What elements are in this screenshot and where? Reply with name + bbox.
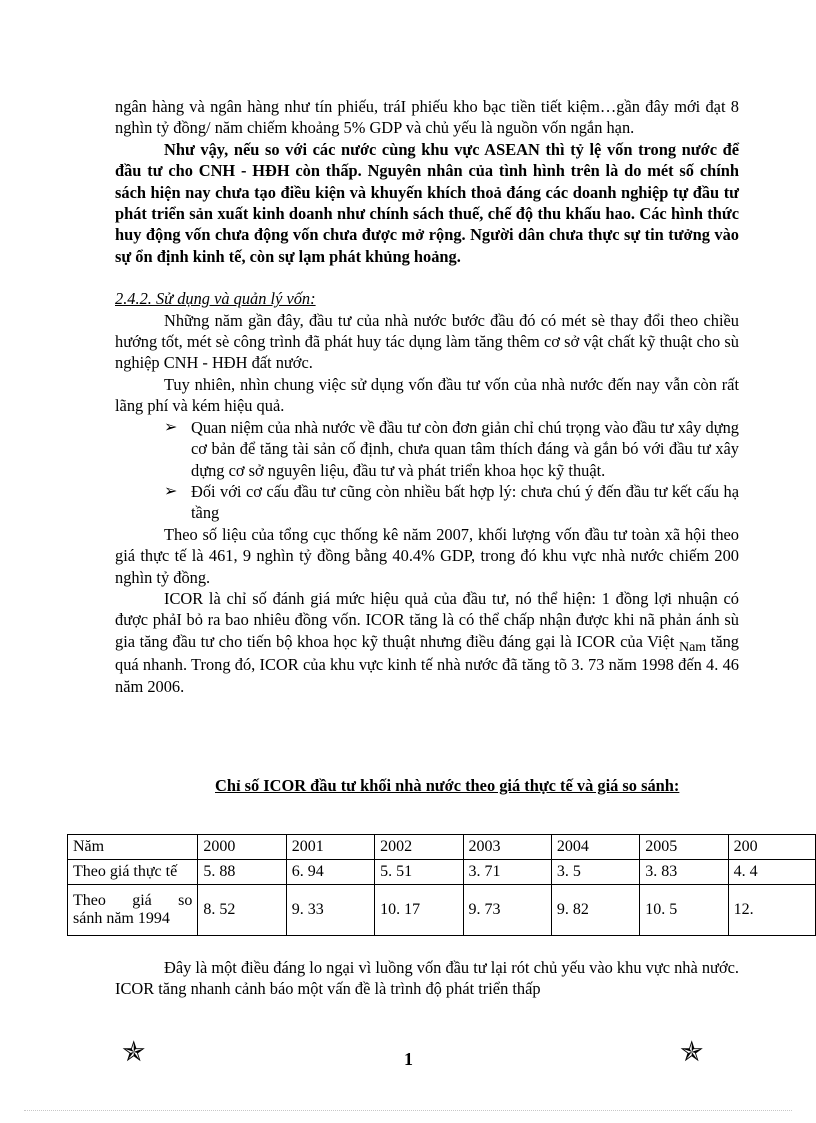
- table-cell: 3. 83: [640, 860, 728, 885]
- paragraph-7: Đây là một điều đáng lo ngại vì luồng vốn đầu tư lại rót chủ yếu vào khu vực nhà nước. ICOR tăng nhanh cảnh báo một vấn đề là trình độ phát triển thấp: [115, 958, 739, 999]
- paragraph-6-part-a: ICOR là chỉ số đánh giá mức hiệu quả của đầu tư, nó thể hiện: 1 đồng lợi nhuận có được phảI bỏ ra bao nhiêu đồng vốn. ICOR tăng là có thể chấp nhận được khi nã phản ánh sù gia tăng đầu tư cho tiến bộ khoa học kỹ thuật nhưng điều đáng gại là ICOR của Việt: [115, 588, 739, 651]
- table-cell: 9. 73: [463, 885, 551, 936]
- row-label-line-2: sánh năm 1994: [73, 910, 170, 927]
- table-cell: 200: [728, 835, 815, 860]
- bullet-item-1-text: Quan niệm của nhà nước về đầu tư còn đơn giản chỉ chú trọng vào đầu tư xây dựng cơ bản để tăng tài sản cố định, chưa quan tâm thích đáng và gắn bó với đầu tư xây dựng cơ sở nguyên liệu, đầu tư và phát triển khoa học kỹ thuật.: [191, 417, 739, 480]
- bullet-item-1: [115, 417, 739, 481]
- table-cell: 10. 5: [640, 885, 728, 936]
- icor-table: [67, 834, 816, 936]
- page-number: 1: [404, 1049, 413, 1069]
- table-cell: 2004: [551, 835, 639, 860]
- table-title: Chỉ số ICOR đầu tư khối nhà nước theo giá thực tế và giá so sánh:: [215, 776, 680, 795]
- table-cell: 12.: [728, 885, 815, 936]
- paragraph-2-bold: Như vậy, nếu so với các nước cùng khu vực ASEAN thì tỷ lệ vốn trong nước để đầu tư cho CNH - HĐH còn thấp. Nguyên nhân của tình hình trên là do mét số chính sách hiện nay chưa tạo điều kiện và khuyến khích thoả đáng các doanh nghiệp tự đầu tư phát triển sản xuất kinh doanh như chính sách thuế, chế độ thu khấu hao. Các hình thức huy động vốn chưa động vốn chưa được mở rộng. Người dân chưa thực sự tin tưởng vào sự ổn định kinh tế, còn sự lạm phát khủng hoảng.: [115, 139, 739, 266]
- blank-line: [115, 267, 739, 288]
- paragraph-3: Những năm gần đây, đầu tư của nhà nước bước đầu đó có mét sè thay đổi theo chiều hướng tốt, mét sè công trình đã phát huy tác dụng làm tăng thêm cơ sở vật chất kỹ thuật cho sù nghiệp CNH - HĐH đất nước.: [115, 310, 739, 373]
- table-cell: 2002: [375, 835, 463, 860]
- bullet-item-2: [115, 481, 739, 524]
- table-cell: 8. 52: [198, 885, 286, 936]
- paragraph-6-subscript: Nam: [678, 639, 707, 655]
- body-text-bottom: [115, 957, 739, 1000]
- paragraph-5: Theo số liệu của tổng cục thống kê năm 2007, khối lượng vốn đầu tư toàn xã hội theo giá thực tế là 461, 9 nghìn tỷ đồng bằng 40.4% GDP, trong đó khu vực nhà nước chiếm 200 nghìn tỷ đồng.: [115, 524, 739, 587]
- table-cell: 9. 82: [551, 885, 639, 936]
- table-cell: 2000: [198, 835, 286, 860]
- arrow-bullet-icon: ➢: [164, 482, 178, 500]
- table-cell: 2003: [463, 835, 551, 860]
- body-text-top: [115, 96, 739, 697]
- table-row: [68, 885, 816, 936]
- bullet-item-2-text: Đối với cơ cấu đầu tư cũng còn nhiều bất hợp lý: chưa chú ý đến đầu tư kết cấu hạ tầng: [191, 481, 739, 523]
- table-cell: 4. 4: [728, 860, 815, 885]
- table-cell: 2005: [640, 835, 728, 860]
- arrow-bullet-icon: ➢: [164, 418, 178, 436]
- table-cell: 9. 33: [286, 885, 374, 936]
- table-cell: 3. 71: [463, 860, 551, 885]
- table-cell: 6. 94: [286, 860, 374, 885]
- page-bottom-divider: [24, 1110, 792, 1111]
- star-ornament-icon: ✯: [680, 1037, 704, 1068]
- table-cell: 5. 51: [375, 860, 463, 885]
- star-ornament-icon: ✯: [122, 1037, 146, 1068]
- table-row: [68, 835, 816, 860]
- row-label-line-1: Theo giá so: [73, 892, 193, 909]
- table-row: [68, 860, 816, 885]
- table-cell: 10. 17: [375, 885, 463, 936]
- paragraph-1: ngân hàng và ngân hàng như tín phiếu, tráI phiếu kho bạc tiền tiết kiệm…gần đây mới đạt 8 nghìn tỷ đồng/ năm chiếm khoảng 5% GDP và chủ yếu là nguồn vốn ngắn hạn.: [115, 97, 739, 138]
- section-heading: 2.4.2. Sử dụng và quản lý vốn:: [115, 289, 316, 309]
- table-row-label: Theo giá thực tế: [68, 860, 198, 885]
- paragraph-4: Tuy nhiên, nhìn chung việc sử dụng vốn đầu tư vốn của nhà nước đến nay vẫn còn rất lãng phí và kém hiệu quả.: [115, 374, 739, 416]
- table-cell: 3. 5: [551, 860, 639, 885]
- table-cell: 5. 88: [198, 860, 286, 885]
- table-row-label: [68, 885, 198, 936]
- table-header-label: Năm: [68, 835, 198, 860]
- paragraph-6: [115, 588, 739, 697]
- paragraph-6-part-b: tăng quá nhanh. Trong đó, ICOR của khu vực kinh tế nhà nước đã tăng tõ 3. 73 năm 1998 đến 4. 46 năm 2006.: [115, 631, 739, 696]
- table-cell: 2001: [286, 835, 374, 860]
